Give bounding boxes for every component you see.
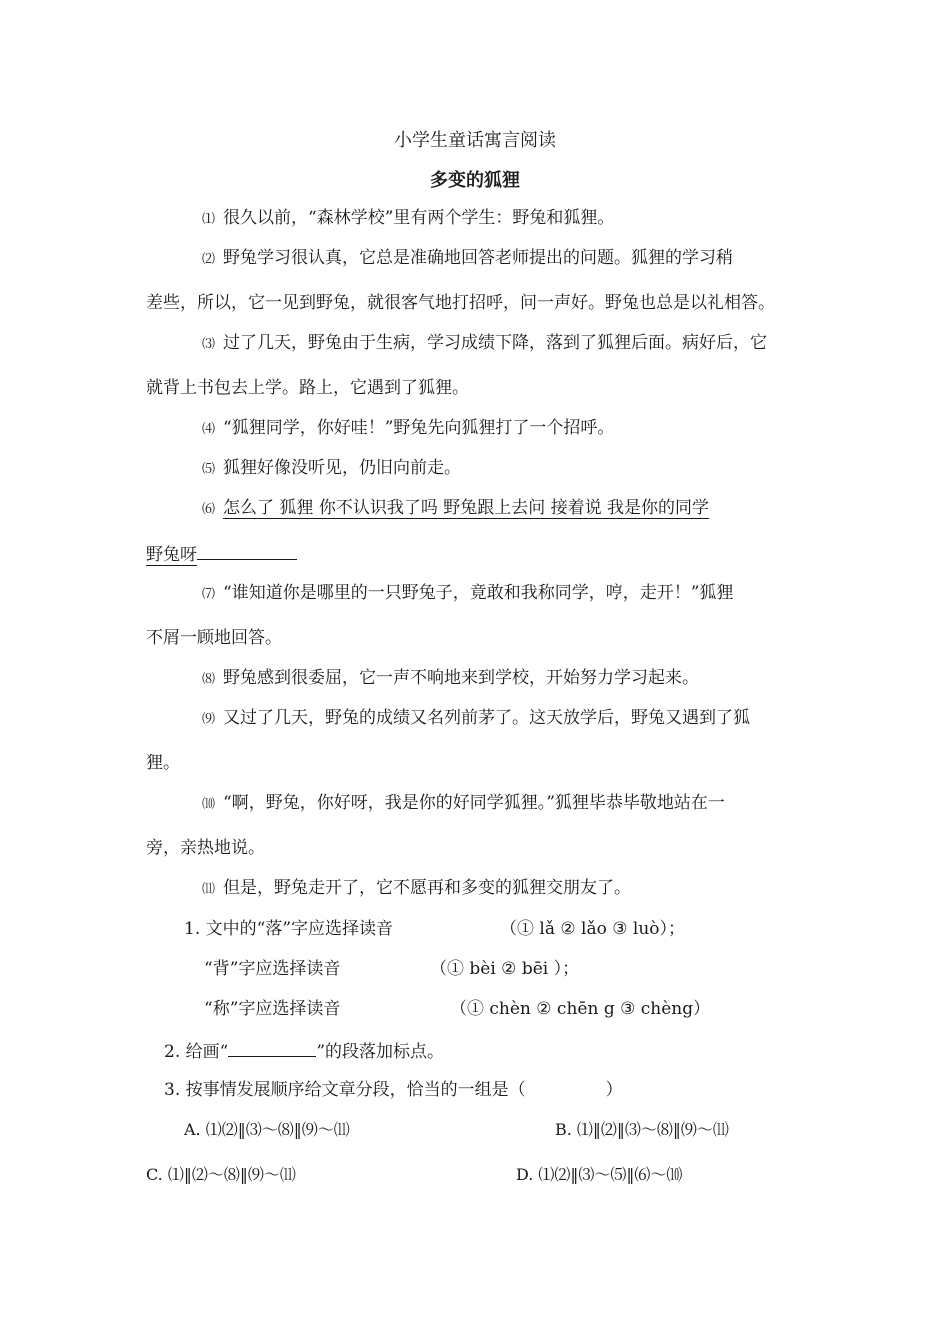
option-b: B. ⑴‖⑵‖⑶～⑻‖⑼～⑾ [555,1120,729,1139]
question-3 [164,1078,623,1102]
question-2-prefix: 2. 给画“ [164,1042,229,1062]
paragraph-2 [202,246,733,272]
paragraph-number: ⑹ [202,502,216,517]
paragraph-text: 但是，野兔走开了，它不愿再和多变的狐狸交朋友了。 [223,878,632,898]
paragraph-5 [202,456,461,482]
option-c: C. ⑴‖⑵～⑻‖⑼～⑾ [146,1165,296,1184]
paragraph-9-cont: 狸。 [146,753,180,773]
paragraph-text: 过了几天，野兔由于生病，学习成绩下降，落到了狐狸后面。病好后，它 [223,333,768,353]
paragraph-number: ⑷ [202,422,216,437]
document-title: 小学生童话寓言阅读 [394,130,556,151]
paragraph-2-cont: 差些，所以，它一见到野兔，就很客气地打招呼，问一声好。野兔也总是以礼相答。 [146,293,775,313]
question-1-line3-options: （① chèn ② chēn g ③ chèng） [450,999,711,1019]
paragraph-text: 野兔感到很委屈，它一声不响地来到学校，开始努力学习起来。 [223,668,700,688]
paragraph-3-cont: 就背上书包去上学。路上，它遇到了狐狸。 [146,378,469,398]
paragraph-number: ⑺ [202,587,216,602]
question-1-options: （① lǎ ② lǎo ③ luò）； [500,919,685,939]
paragraph-text: 狐狸好像没听见，仍旧向前走。 [223,458,462,478]
paragraph-text: 野兔学习很认真，它总是准确地回答老师提出的问题。狐狸的学习稍 [223,248,734,268]
paragraph-1 [202,206,614,232]
paragraph-10 [202,791,725,817]
underlined-passage-end: 野兔呀 [146,545,197,565]
question-1-line2-options: （① bèi ② bēi ）； [430,959,580,979]
paragraph-number: ⑻ [202,672,216,687]
paragraph-text: “谁知道你是哪里的一只野兔子，竟敢和我称同学，哼，走开！”狐狸 [223,583,734,603]
paragraph-number: ⑼ [202,712,216,727]
option-a: A. ⑴⑵‖⑶～⑻‖⑼～⑾ [184,1120,350,1139]
paragraph-9 [202,706,750,732]
paragraph-number: ⑸ [202,462,216,477]
paragraph-10-cont: 旁，亲热地说。 [146,838,265,858]
underlined-passage: 怎么了 狐狸 你不认识我了吗 野兔跟上去问 接着说 我是你的同学 [223,498,710,518]
question-3-close: ） [605,1080,623,1100]
paragraph-number: ⑾ [202,882,216,897]
paragraph-4 [202,416,614,442]
paragraph-text: 又过了几天，野兔的成绩又名列前茅了。这天放学后，野兔又遇到了狐 [223,708,751,728]
paragraph-3 [202,331,767,357]
paragraph-11 [202,876,631,902]
paragraph-8 [202,666,699,692]
question-3-text: 3. 按事情发展顺序给文章分段，恰当的一组是（ [164,1080,526,1100]
story-title: 多变的狐狸 [430,170,520,191]
paragraph-text: “啊，野兔，你好呀，我是你的好同学狐狸。”狐狸毕恭毕敬地站在一 [223,793,725,813]
paragraph-number: ⑵ [202,252,216,267]
paragraph-number: ⑶ [202,337,216,352]
answer-blank [197,541,297,560]
paragraph-number: ⑽ [202,797,216,812]
paragraph-text: “狐狸同学，你好哇！”野兔先向狐狸打了一个招呼。 [223,418,615,438]
question-2-suffix: ”的段落加标点。 [316,1042,445,1062]
paragraph-number: ⑴ [202,212,216,227]
question-2 [164,1038,444,1064]
question-1-prefix: 1. 文中的“落”字应选择读音 [184,919,394,939]
question-1-line3-prefix: “称”字应选择读音 [204,999,341,1019]
paragraph-7 [202,581,733,607]
underline-sample [228,1038,316,1057]
paragraph-7-cont: 不屑一顾地回答。 [146,628,282,648]
paragraph-text: 很久以前，“森林学校”里有两个学生：野兔和狐狸。 [223,208,615,228]
paragraph-6 [202,496,709,522]
paragraph-6-cont [146,541,297,567]
option-d: D. ⑴⑵‖⑶～⑸‖⑹～⑽ [516,1165,683,1184]
question-1-line2-prefix: “背”字应选择读音 [204,959,341,979]
